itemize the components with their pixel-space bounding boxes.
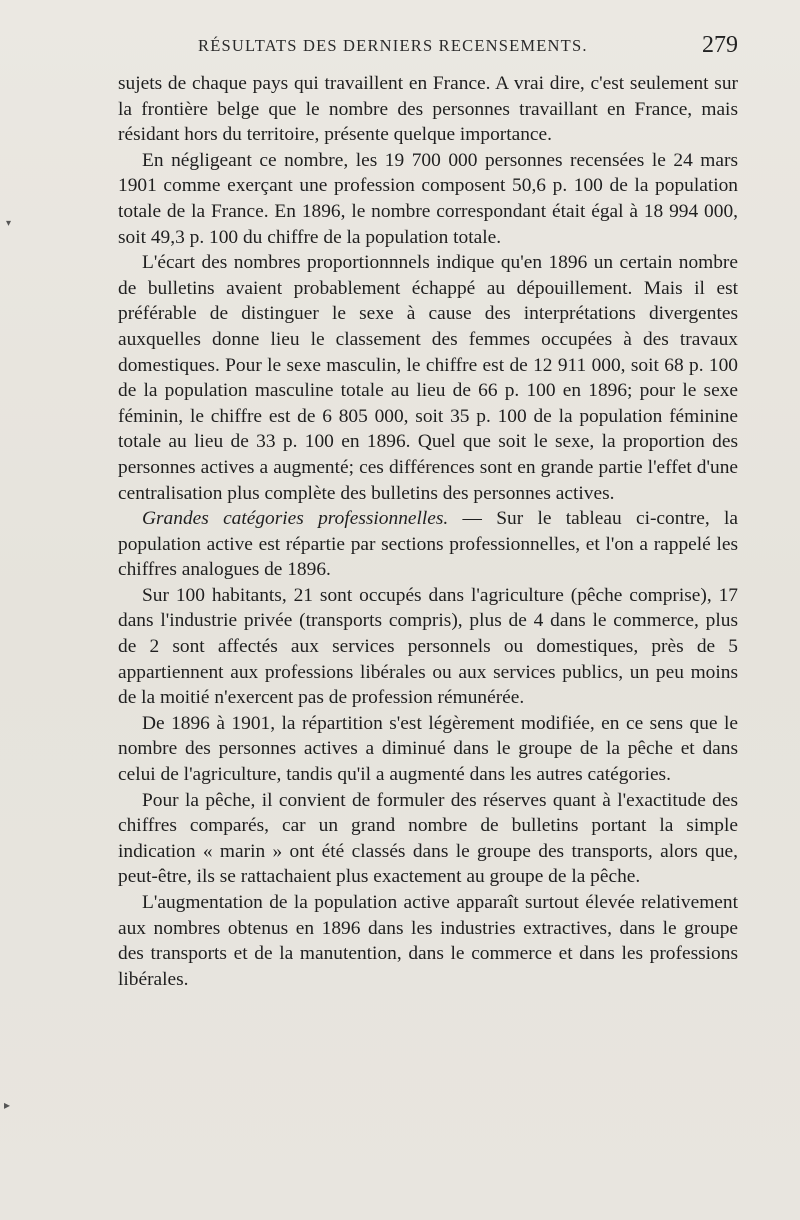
- paragraph-3: [118, 250, 738, 506]
- paragraph-text: sujets de chaque pays qui travaillent en France. A vrai dire, c'est seulement sur la frontière belge que le nombre des personnes travaillant en France, mais résidant hors du territoire, présente quelque importance.: [118, 73, 738, 146]
- page-number: 279: [702, 32, 738, 58]
- paragraph-text: — Sur le tableau ci-contre, la population active est répartie par sections professionnelles, et l'on a rappelé les chiffres analogues de 1896.: [118, 508, 738, 581]
- paragraph-text: Pour la pêche, il convient de formuler des réserves quant à l'exactitude des chiffres comparés, car un grand nombre de bulletins portant la simple indication « marin » ont été classés dans le groupe des transports, alors que, peut-être, ils se rattachaient plus exactement au groupe de la pêche.: [118, 789, 738, 888]
- paragraph-8: [118, 890, 738, 992]
- paragraph-text: Sur 100 habitants, 21 sont occupés dans l'agriculture (pêche comprise), 17 dans l'industrie privée (transports compris), plus de 4 dans le commerce, plus de 2 sont affectés aux services personnels ou domestiques, près de 5 appartiennent aux professions libérales ou aux services publics, un peu moins de la moitié n'exercent pas de profession rémunérée.: [118, 584, 738, 709]
- paragraph-1: [118, 71, 738, 148]
- paragraph-6: [118, 711, 738, 788]
- paragraph-2: [118, 148, 738, 250]
- section-heading: Grandes catégories professionnelles.: [142, 508, 449, 530]
- page-header: [118, 34, 738, 64]
- paragraph-text: De 1896 à 1901, la répartition s'est légèrement modifiée, en ce sens que le nombre des personnes actives a diminué dans le groupe de la pêche et dans celui de l'agriculture, tandis qu'il a augmenté dans les autres catégories.: [118, 712, 738, 786]
- paragraph-4: [118, 506, 738, 583]
- paragraph-text: L'augmentation de la population active apparaît surtout élevée relativement aux nombres obtenus en 1896 dans les industries extractives, dans le groupe des transports et de la manutention, dans le commerce et dans les professions libérales.: [118, 892, 738, 990]
- margin-speck: ▸: [4, 1098, 11, 1112]
- paragraph-text: L'écart des nombres proportionnnels indique qu'en 1896 un certain nombre de bulletins avaient probablement échappé au dépouillement. Mais il est préférable de distinguer le sexe à cause des interprétations divergentes auxquelles donne lieu le classement des femmes occupées à des travaux domestiques. Pour le sexe masculin, le chiffre est de 12 911 000, soit 68 p. 100 de la population masculine totale au lieu de 66 p. 100 en 1896; pour le sexe féminin, le chiffre est de 6 805 000, soit 35 p. 100 de la population féminine totale au lieu de 33 p. 100 en 1896. Quel que soit le sexe, la proportion des personnes actives a augmenté; ces différences sont en grande partie l'effet d'une centralisation plus complète des bulletins des personnes actives.: [118, 252, 738, 504]
- running-title: RÉSULTATS DES DERNIERS RECENSEMENTS.: [198, 36, 588, 55]
- margin-speck: ▾: [6, 218, 12, 229]
- paragraph-7: [118, 788, 738, 890]
- paragraph-5: [118, 583, 738, 711]
- paragraph-text: En négligeant ce nombre, les 19 700 000 personnes recensées le 24 mars 1901 comme exerçant une profession composent 50,6 p. 100 de la population totale de la France. En 1896, le nombre correspondant était égal à 18 994 000, soit 49,3 p. 100 du chiffre de la population totale.: [118, 149, 738, 248]
- body-text: [118, 71, 738, 992]
